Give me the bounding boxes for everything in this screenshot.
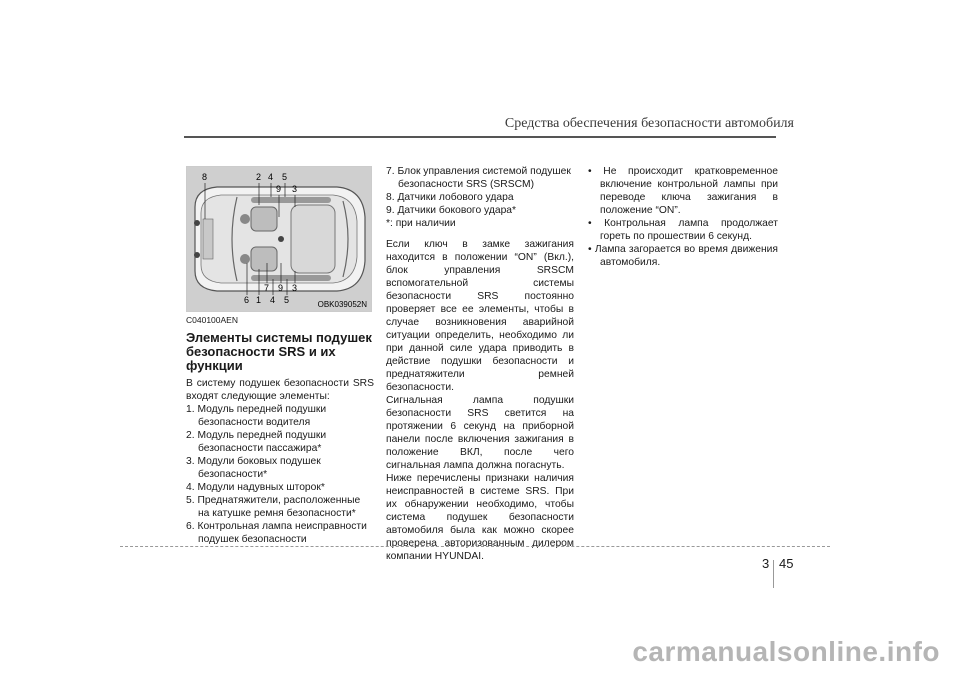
list-item: 2. Модуль передней подушки безопасности пассажира*: [186, 430, 327, 454]
list-item: 9. Датчики бокового удара*: [386, 205, 517, 216]
callout-5-bottom: 5: [284, 295, 290, 305]
callout-9-bottom: 9: [278, 283, 284, 293]
list-item: 1. Модуль передней подушки безопасности водителя: [186, 404, 327, 428]
callout-4: 4: [268, 172, 274, 182]
list-item: 3. Модули боковых подушек безопасности*: [186, 456, 321, 480]
column-1: [186, 314, 374, 546]
callout-1: 1: [256, 295, 262, 305]
airbag-diagram: [186, 166, 372, 312]
section-number: 3: [762, 556, 770, 571]
callout-9: 9: [276, 184, 282, 194]
section-heading: Элементы системы подушек безопасности SRS и их функции: [186, 330, 372, 373]
bullet-item: • Лампа загорается во время движения автомобиля.: [588, 244, 778, 268]
footnote: *: при наличии: [386, 218, 456, 229]
callout-5: 5: [282, 172, 288, 182]
list-item: 4. Модули надувных шторок*: [186, 482, 325, 493]
column-3: [588, 165, 778, 269]
list-item: 6. Контрольная лампа неисправности подушек безопасности: [186, 521, 367, 545]
intro-text: В систему подушек безопасности SRS входят следующие элементы:: [186, 378, 374, 402]
section-code: C040100AEN: [186, 315, 238, 325]
callout-6: 6: [244, 295, 250, 305]
callout-3: 3: [292, 184, 298, 194]
figure-code: OBK039052N: [317, 300, 367, 309]
paragraph: Ниже перечислены признаки наличия неисправностей в системе SRS. При их обнаружении необходимо, чтобы система подушек безопасности автомобиля была как можно скорее проверена авторизованным дилером компании HYUNDAI.: [386, 473, 574, 562]
page-number: 45: [779, 556, 794, 571]
callout-3-bottom: 3: [292, 283, 298, 293]
page-header-title: Средства обеспечения безопасности автомобиля: [504, 116, 794, 131]
footer-vertical-rule: [773, 560, 774, 588]
list-item: 8. Датчики лобового удара: [386, 192, 514, 203]
callout-8: 8: [202, 172, 208, 182]
list-item: 7. Блок управления системой подушек безопасности SRS (SRSCM): [386, 166, 571, 190]
callout-2: 2: [256, 172, 262, 182]
footer-rule: [120, 546, 830, 547]
header-rule: [184, 136, 776, 138]
bullet-item: • Не происходит кратковременное включение контрольной лампы при переводе ключа зажигания в положение “ON”.: [588, 166, 778, 216]
callout-4-bottom: 4: [270, 295, 276, 305]
paragraph: Если ключ в замке зажигания находится в положении “ON” (Вкл.), блок управления SRSCM вспомогательной системы безопасности SRS постоянно проверяет все ее элементы, чтобы в случае возникновения аварийной ситуации определить, необходимо ли при данной силе удара приводить в действие подушки безопасности и преднатяжители ремней безопасности.: [386, 239, 574, 393]
list-item: 5. Преднатяжители, расположенные на катушке ремня безопасности*: [186, 495, 361, 519]
bullet-item: • Контрольная лампа продолжает гореть по прошествии 6 секунд.: [588, 218, 778, 242]
column-2: [386, 165, 574, 563]
paragraph: Сигнальная лампа подушки безопасности SRS светится на протяжении 6 секунд на приборной панели после включения зажигания в положение ВКЛ, после чего сигнальная лампа должна погаснуть.: [386, 395, 574, 471]
watermark: carmanualsonline.info: [632, 636, 940, 667]
callout-7: 7: [264, 283, 270, 293]
